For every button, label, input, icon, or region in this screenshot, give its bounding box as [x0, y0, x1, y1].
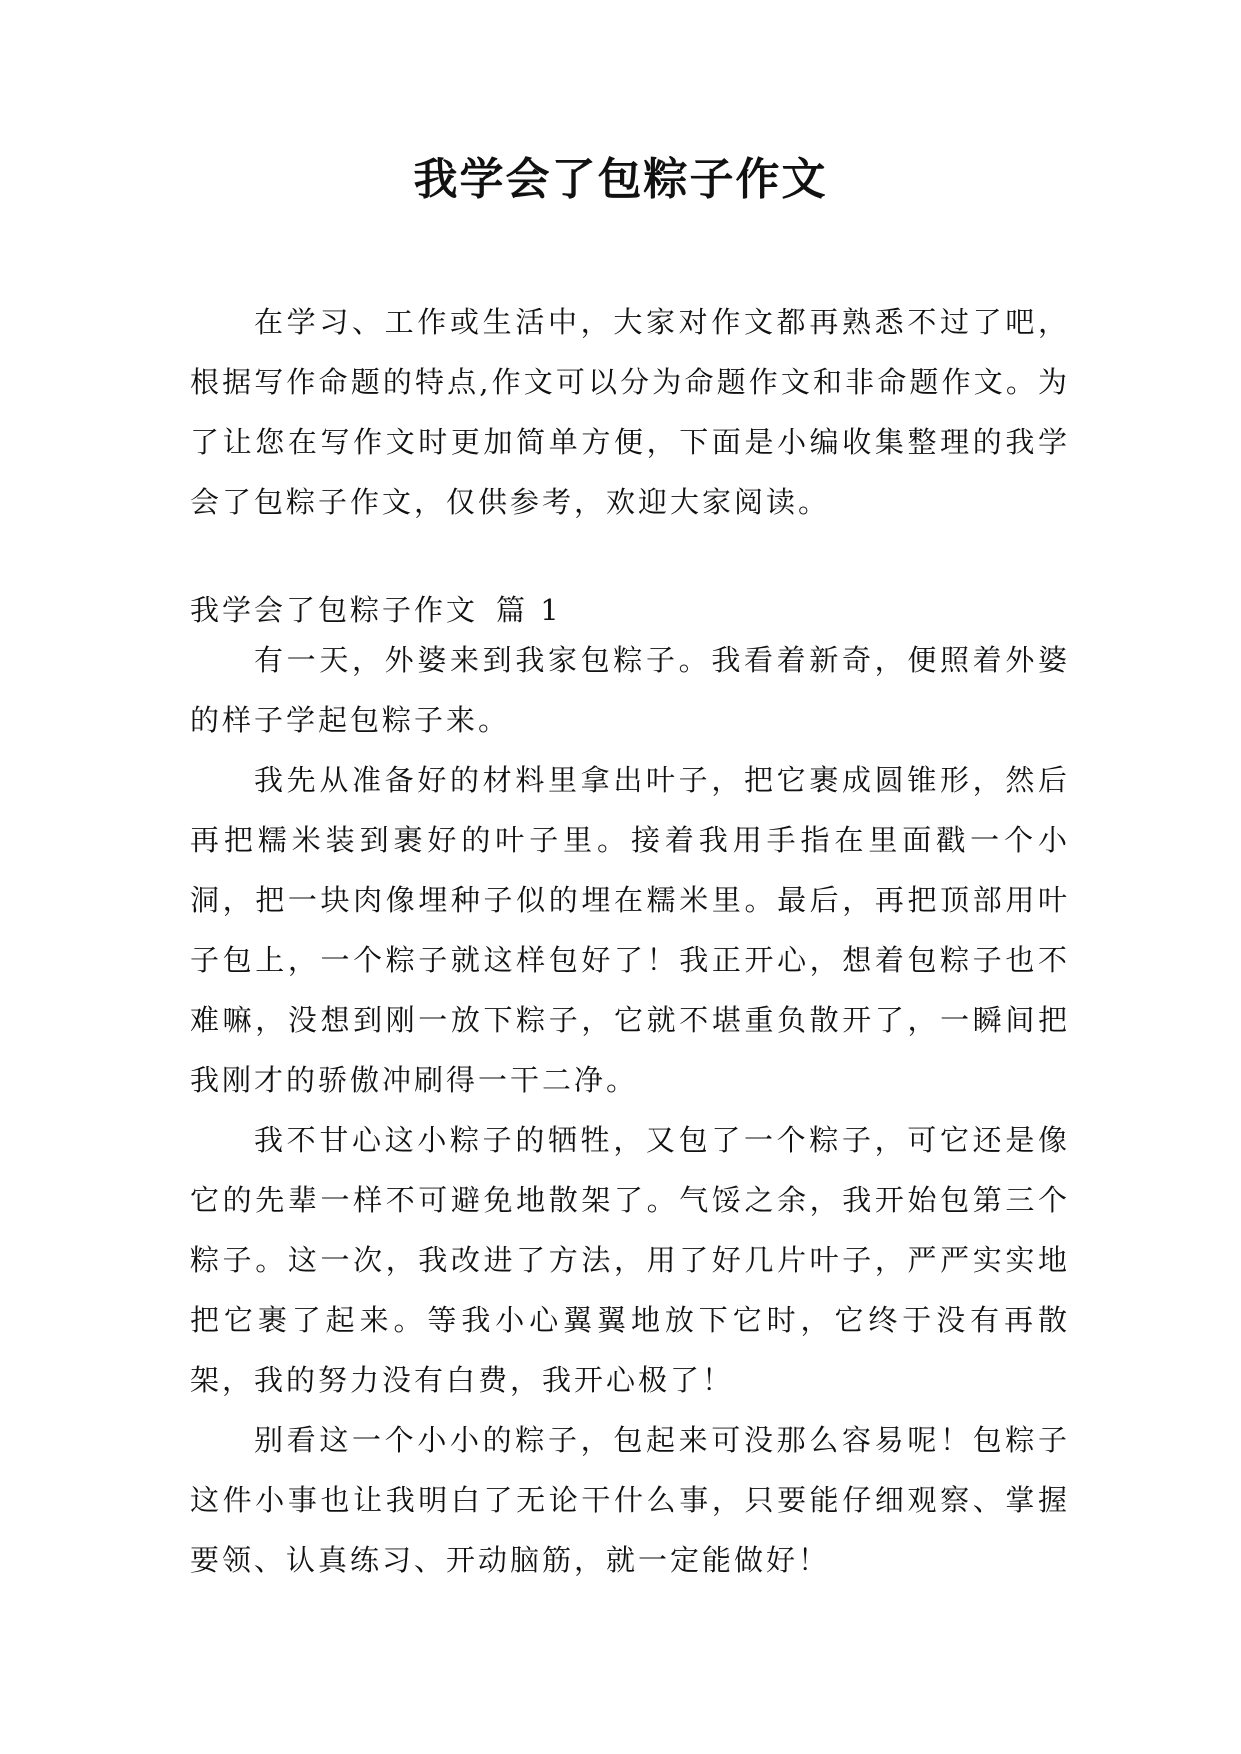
section-heading-title: 我学会了包粽子作文 [190, 593, 479, 627]
article-paragraph: 我先从准备好的材料里拿出叶子，把它裹成圆锥形，然后再把糯米装到裹好的叶子里。接着我用手指在里面戳一个小洞，把一块肉像埋种子似的埋在糯米里。最后，再把顶部用叶子包上，一个粽子就这样包好了！我正开心，想着包粽子也不难嘛，没想到刚一放下粽子，它就不堪重负散开了，一瞬间把我刚才的骄傲冲刷得一干二净。 [190, 763, 1070, 1097]
article-paragraph: 我不甘心这小粽子的牺牲，又包了一个粽子，可它还是像它的先辈一样不可避免地散架了。气馁之余，我开始包第三个粽子。这一次，我改进了方法，用了好几片叶子，严严实实地把它裹了起来。等我小心翼翼地放下它时，它终于没有再散架，我的努力没有白费，我开心极了！ [190, 1123, 1070, 1397]
intro-block [190, 292, 1070, 532]
document-title: 我学会了包粽子作文 [413, 154, 828, 205]
article-paragraph: 别看这一个小小的粽子，包起来可没那么容易呢！包粽子这件小事也让我明白了无论干什么事，只要能仔细观察、掌握要领、认真练习、开动脑筋，就一定能做好！ [190, 1423, 1070, 1577]
intro-paragraph: 在学习、工作或生活中，大家对作文都再熟悉不过了吧，根据写作命题的特点,作文可以分为命题作文和非命题作文。为了让您在写作文时更加简单方便，下面是小编收集整理的我学会了包粽子作文，仅供参考，欢迎大家阅读。 [190, 305, 1070, 519]
article-body [190, 630, 1070, 1590]
article-paragraph: 有一天，外婆来到我家包粽子。我看着新奇，便照着外婆的样子学起包粽子来。 [190, 643, 1070, 737]
section-heading-number: 篇 1 [496, 593, 562, 627]
